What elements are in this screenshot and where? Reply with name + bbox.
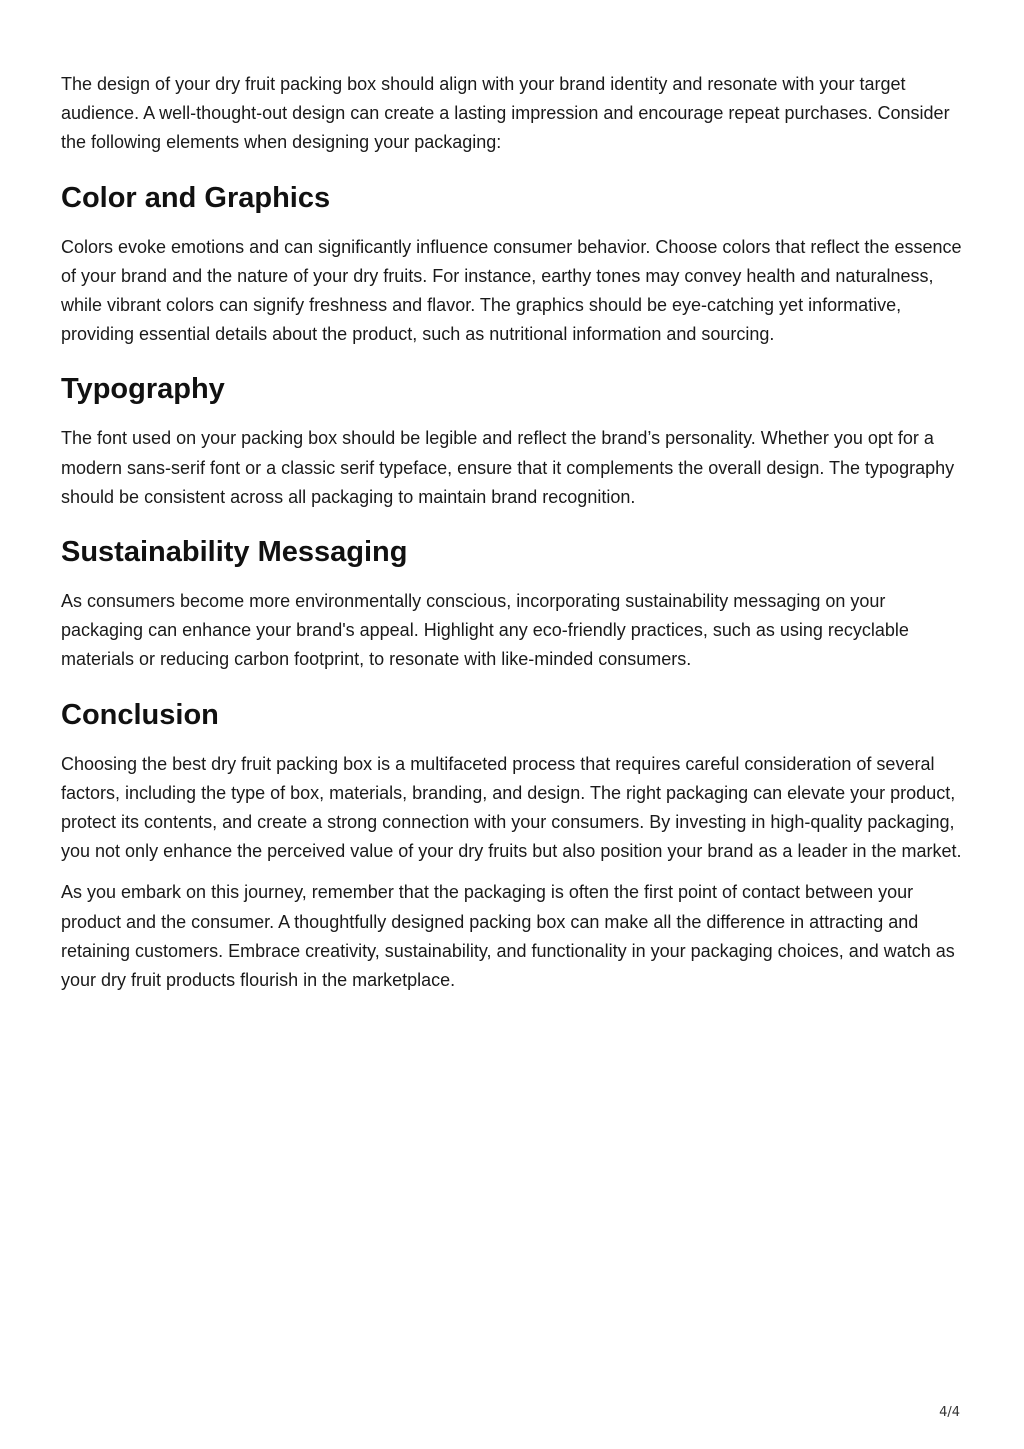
conclusion-paragraph-1: Choosing the best dry fruit packing box is a multifaceted process that requires careful consideration of several factors, including the type of box, materials, branding, and design. The right packaging can elevate your product, protect its contents, and create a strong connection with your consumers. By investing in high-quality packaging, you not only enhance the perceived value of your dry fruits but also position your brand as a leader in the market. (61, 753, 962, 862)
typography-paragraph: The font used on your packing box should be legible and reflect the brand’s personality. Whether you opt for a modern sans-serif font or a classic serif typeface, ensure that it complements the overall design. The typography should be consistent across all packaging to maintain brand recognition. (61, 428, 955, 507)
intro-paragraph: The design of your dry fruit packing box should align with your brand identity and resonate with your target audience. A well-thought-out design can create a lasting impression and encourage repeat purchases. Consider the following elements when designing your packaging: (61, 74, 950, 153)
document-body (61, 70, 963, 1007)
section-heading-color-and-graphics: Color and Graphics (61, 181, 331, 214)
conclusion-paragraph-2: As you embark on this journey, remember that the packaging is often the first point of contact between your product and the consumer. A thoughtfully designed packing box can make all the difference in attracting and retaining customers. Embrace creativity, sustainability, and functionality in your packaging choices, and watch as your dry fruit products flourish in the marketplace. (61, 882, 955, 991)
color-and-graphics-paragraph: Colors evoke emotions and can significantly influence consumer behavior. Choose colors that reflect the essence of your brand and the nature of your dry fruits. For instance, earthy tones may convey health and naturalness, while vibrant colors can signify freshness and flavor. The graphics should be eye-catching yet informative, providing essential details about the product, such as nutritional information and sourcing. (61, 236, 962, 345)
section-heading-conclusion: Conclusion (61, 698, 219, 731)
section-heading-typography: Typography (61, 373, 225, 406)
page-number: 4/4 (939, 1405, 960, 1420)
section-heading-sustainability-messaging: Sustainability Messaging (61, 536, 408, 569)
sustainability-messaging-paragraph: As consumers become more environmentally conscious, incorporating sustainability messaging on your packaging can enhance your brand's appeal. Highlight any eco-friendly practices, such as using recyclable materials or reducing carbon footprint, to resonate with like-minded consumers. (61, 591, 909, 670)
